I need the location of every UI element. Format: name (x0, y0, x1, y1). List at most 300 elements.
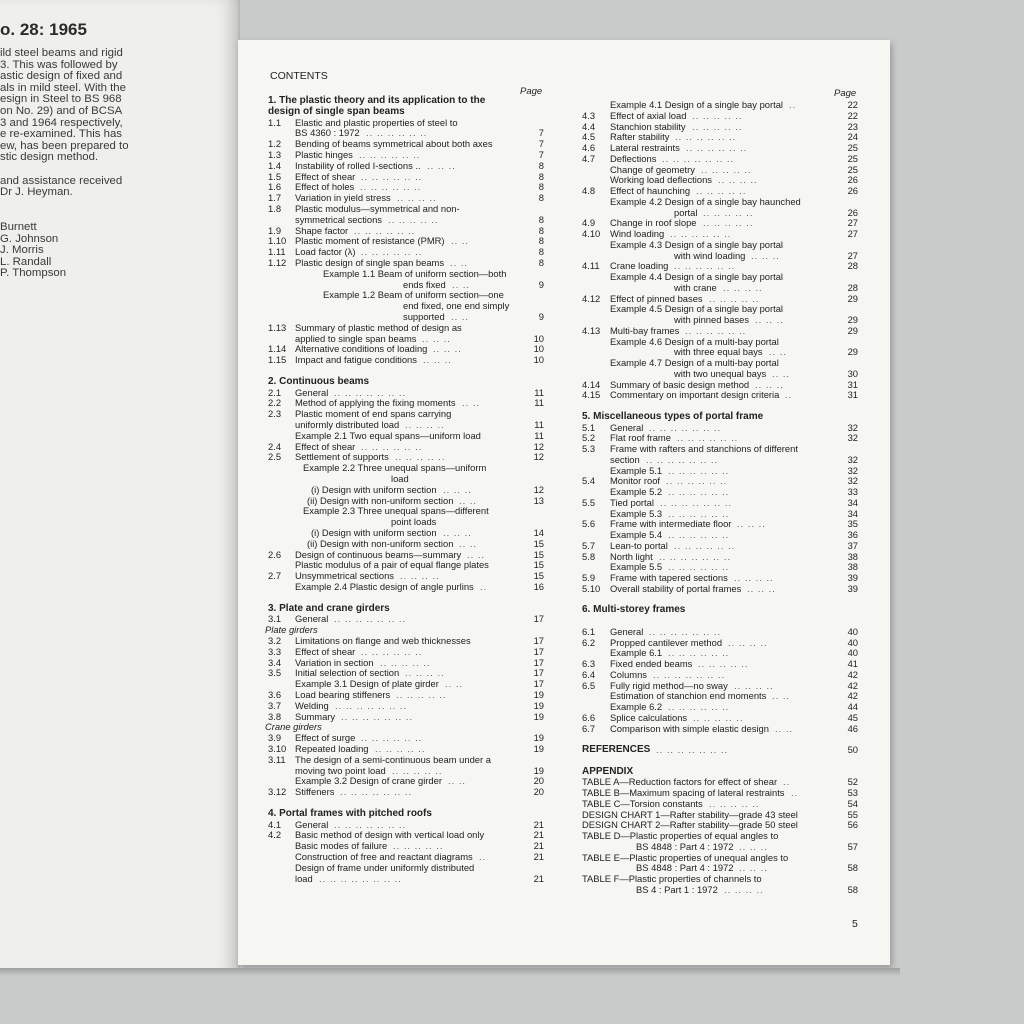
toc-leader-dots: .. .. .. .. .. (692, 121, 743, 132)
toc-entry-title: Welding (295, 699, 329, 711)
toc-entry-title: Effect of shear (295, 440, 356, 452)
toc-entry-number: 2.6 (268, 548, 282, 560)
toc-entry-number: 1.11 (268, 246, 286, 258)
toc-page-number: 22 (847, 99, 858, 110)
toc-page-number: 30 (847, 367, 858, 379)
toc-leader-dots: .. .. .. .. .. .. (685, 325, 747, 336)
toc-page-number: 27 (847, 228, 858, 239)
toc-page-number: 7 (538, 138, 544, 150)
toc-section-title: 2. Continuous beams (268, 375, 370, 387)
toc-leader-dots: .. .. .. .. (397, 193, 437, 204)
toc-leader-dots: .. .. (775, 723, 794, 734)
toc-entry-title: Effect of haunching (610, 185, 691, 196)
left-page-line: esign in Steel to BS 968 (0, 93, 122, 106)
toc-page-number: 11 (534, 386, 544, 398)
toc-entry-title: Example 4.4 Design of a single bay portal (610, 271, 784, 282)
toc-page-number: 8 (538, 192, 544, 204)
toc-leader-dots: .. .. .. .. .. .. .. (649, 626, 722, 637)
toc-page-number: 17 (533, 667, 544, 679)
toc-leader-dots: .. .. (769, 347, 788, 358)
toc-section-title: 3. Plate and crane girders (268, 602, 390, 614)
toc-leader-dots: .. .. .. .. .. (396, 690, 447, 700)
toc-leader-dots: .. .. .. (433, 344, 462, 355)
toc-entry-number: 3.12 (268, 786, 287, 798)
toc-entry-title: Example 4.7 Design of a multi-bay portal (610, 357, 779, 368)
toc-entry-title: Load factor (λ) (295, 246, 356, 258)
toc-page-number: 28 (847, 281, 858, 293)
toc-entry-number: 6.7 (582, 722, 596, 734)
toc-leader-dots: .. .. .. (427, 160, 456, 171)
toc-section-title: 6. Multi-storey frames (582, 604, 686, 616)
toc-entry-title: Propped cantilever method (610, 636, 723, 648)
toc-page-number: 56 (847, 819, 858, 831)
toc-entry-title: Plastic moment of end spans carrying (295, 408, 452, 420)
toc-entry-number: 6.4 (582, 668, 596, 680)
toc-entry-title: Monitor roof (610, 475, 661, 487)
toc-leader-dots: .. .. .. .. .. .. .. (334, 819, 407, 830)
toc-entry-title: Example 3.2 Design of crane girder (295, 775, 442, 787)
toc-leader-dots: .. .. .. .. (400, 571, 440, 582)
toc-entry-title: Example 6.2 (610, 701, 663, 712)
toc-leader-dots: .. .. .. .. .. .. (360, 182, 422, 193)
toc-entry-title: Variation in yield stress (295, 192, 391, 204)
toc-entry-title: Impact and fatigue conditions (295, 354, 417, 366)
toc-leader-dots: .. .. .. .. .. .. (361, 247, 423, 258)
toc-page-number: 8 (538, 246, 544, 258)
toc-leader-dots: .. .. .. .. .. .. (361, 733, 423, 744)
toc-entry-title: applied to single span beams (295, 332, 417, 344)
toc-leader-dots: .. .. .. (443, 484, 472, 495)
toc-leader-dots: .. .. .. .. .. .. .. (649, 422, 722, 433)
toc-entry-title: Summary of basic design method (610, 378, 750, 390)
left-page-line: 3 and 1964 respectively, (0, 116, 123, 129)
toc-page-number: 42 (847, 679, 858, 691)
toc-leader-dots: .. .. .. .. .. .. .. (334, 387, 407, 398)
toc-entry-number: 5.5 (582, 496, 596, 508)
toc-leader-dots: .. .. (452, 279, 471, 290)
toc-page-number: 19 (533, 764, 544, 776)
toc-leader-dots: .. .. .. .. .. (709, 798, 760, 809)
toc-leader-dots: .. .. .. .. .. (698, 659, 749, 669)
toc-page-number: 29 (847, 346, 858, 358)
toc-entry-title: Example 1.1 Beam of uniform section—both (323, 267, 507, 279)
toc-entry-title: (i) Design with uniform section (311, 483, 437, 495)
toc-entry-title: Example 3.1 Design of plate girder (295, 678, 439, 690)
toc-entry-title: Summary of plastic method of design as (295, 321, 462, 333)
toc-entry-number: 2.1 (268, 386, 282, 398)
toc-page-number: 32 (847, 453, 858, 465)
toc-entry-title: section (610, 453, 640, 465)
toc-entry-title: Basic modes of failure (295, 840, 388, 852)
toc-page-number: 41 (847, 658, 858, 669)
toc-entry-title: Example 4.1 Design of a single bay portal (610, 99, 784, 110)
toc-entry-number: 5.6 (582, 518, 596, 530)
left-page-line: L. Randall (0, 255, 52, 268)
toc-page-number: 32 (847, 421, 858, 433)
toc-entry-title: Overall stability of portal frames (610, 582, 742, 594)
toc-section-title: 4. Portal frames with pitched roofs (268, 807, 432, 819)
toc-entry-number: 3.4 (268, 656, 282, 668)
toc-entry-number: 3.8 (268, 710, 282, 722)
toc-page-number: 19 (533, 699, 544, 711)
toc-entry-title: (ii) Design with non-uniform section (307, 494, 454, 506)
toc-leader-dots: .. .. .. .. .. (388, 214, 439, 225)
toc-entry-title: uniformly distributed load (295, 419, 400, 430)
toc-page-number: 50 (847, 744, 858, 755)
toc-entry-title: Effect of holes (295, 181, 355, 193)
toc-entry-title: with three equal bays (674, 346, 763, 358)
toc-entry-title: Shape factor (295, 224, 349, 236)
toc-entry-title: Example 2.3 Three unequal spans—different (303, 505, 489, 517)
toc-entry-title: (ii) Design with non-uniform section (307, 537, 454, 549)
toc-page-number: 8 (538, 170, 544, 182)
toc-entry-title: TABLE F—Plastic properties of channels to (582, 873, 762, 884)
toc-entry-title: Frame with rafters and stanchions of different (610, 443, 798, 454)
toc-page-number: 57 (847, 840, 858, 852)
toc-entry-title: General (295, 818, 329, 830)
toc-entry-title: Construction of free and reactant diagrams (295, 851, 473, 862)
toc-entry-title: Bending of beams symmetrical about both axes (295, 138, 493, 150)
toc-entry-title: Design of continuous beams—summary (295, 548, 462, 560)
toc-page-number: 39 (847, 572, 858, 583)
toc-page-number: 7 (538, 149, 544, 160)
toc-entry-title: Instability of rolled I-sections .. (295, 159, 421, 171)
toc-page-number: 29 (847, 292, 858, 304)
left-page-line: e re-examined. This has (0, 128, 122, 141)
toc-page-number: 24 (847, 131, 858, 143)
toc-entry-title: point loads (391, 516, 437, 528)
toc-entry-title: Plastic hinges (295, 149, 353, 160)
toc-leader-dots: .. .. .. .. .. .. .. (335, 700, 408, 711)
toc-leader-dots: .. .. .. .. (405, 420, 445, 430)
toc-page-number: 44 (847, 701, 858, 712)
toc-page-number: 11 (534, 429, 544, 441)
toc-entry-title: Estimation of stanchion end moments (610, 690, 767, 702)
toc-leader-dots: .. .. .. .. .. (693, 712, 744, 723)
toc-entry-number: 2.2 (268, 397, 282, 409)
toc-entry-title: TABLE E—Plastic properties of unequal angles to (582, 851, 789, 863)
toc-entry-number: 2.5 (268, 451, 282, 463)
left-page-line: Dr J. Heyman. (0, 186, 73, 199)
toc-entry-title: Flat roof frame (610, 432, 671, 444)
toc-entry-title: Fully rigid method—no sway (610, 679, 728, 691)
toc-entry-title: Lateral restraints (610, 142, 680, 153)
toc-entry-number: 5.2 (582, 432, 596, 444)
toc-leader-dots: .. .. .. .. .. .. (354, 225, 416, 236)
toc-entry-title: symmetrical sections (295, 213, 382, 225)
toc-page-number: 12 (533, 483, 544, 495)
toc-leader-dots: .. (791, 788, 799, 798)
left-page-line: and assistance received (0, 174, 123, 187)
toc-page-number: 54 (847, 797, 858, 809)
toc-page-number: 14 (533, 527, 544, 538)
toc-leader-dots: .. .. .. .. .. .. .. (653, 669, 726, 680)
toc-entry-number: 2.3 (268, 408, 282, 420)
toc-entry-number: 6.1 (582, 625, 596, 637)
toc-page-number: 20 (533, 786, 544, 798)
toc-leader-dots: .. .. .. (755, 315, 784, 325)
toc-entry-title: TABLE A—Reduction factors for effect of shear (582, 776, 778, 788)
toc-page-number: 23 (847, 120, 858, 132)
toc-entry-title: TABLE D—Plastic properties of equal angles to (582, 830, 779, 841)
toc-page-number: 17 (533, 613, 544, 625)
toc-page-number: 46 (847, 722, 858, 734)
toc-leader-dots: .. .. .. .. .. .. (361, 171, 423, 182)
toc-leader-dots: .. .. .. .. .. .. (668, 530, 730, 540)
toc-entry-title: BS 4848 : Part 4 : 1972 (636, 862, 734, 874)
toc-entry-title: Change in roof slope (610, 217, 697, 229)
toc-page-number: 40 (847, 647, 858, 659)
toc-leader-dots: .. .. (450, 258, 469, 268)
toc-page-number: 39 (847, 582, 858, 594)
toc-page-number: 31 (847, 389, 858, 401)
contents-heading: CONTENTS (270, 70, 328, 82)
toc-leader-dots: .. .. (467, 549, 486, 560)
toc-leader-dots: .. .. .. .. .. .. (666, 476, 728, 487)
toc-page-number: 13 (533, 494, 544, 506)
toc-leader-dots: .. .. .. .. .. (380, 657, 431, 668)
left-page-line: on No. 29) and of BCSA (0, 105, 123, 117)
toc-entry-title: Initial selection of section (295, 667, 400, 679)
toc-leader-dots: .. .. .. (423, 355, 452, 366)
toc-leader-dots: .. .. (459, 538, 478, 549)
toc-entry-title: Working load deflections (610, 174, 712, 186)
toc-entry-title: Crane girders (265, 721, 322, 733)
toc-page-number: 33 (847, 486, 858, 497)
toc-page-number: 8 (538, 159, 544, 171)
toc-entry-title: General (610, 625, 644, 637)
toc-page-number: 9 (538, 311, 544, 322)
toc-entry-number: 1.1 (268, 116, 282, 128)
toc-page-number: 21 (533, 851, 544, 862)
toc-entry-number: 3.1 (268, 613, 282, 625)
toc-entry-title: General (610, 421, 644, 433)
toc-entry-number: 1.8 (268, 203, 282, 214)
toc-leader-dots: .. .. .. .. .. .. .. (656, 745, 729, 755)
toc-entry-number: 1.5 (268, 170, 282, 182)
toc-leader-dots: .. (785, 390, 793, 401)
toc-entry-title: Frame with tapered sections (610, 572, 728, 583)
toc-leader-dots: .. .. .. (443, 528, 472, 538)
toc-leader-dots: .. .. (451, 236, 470, 247)
toc-page-number: 25 (847, 152, 858, 164)
toc-page-number: 15 (533, 559, 544, 571)
toc-leader-dots: .. .. .. .. .. .. (361, 646, 423, 657)
toc-page-number: 38 (847, 561, 858, 573)
toc-leader-dots: .. .. .. .. .. .. (677, 433, 739, 444)
toc-entry-number: 1.12 (268, 257, 287, 268)
toc-entry-title: BS 4848 : Part 4 : 1972 (636, 840, 734, 852)
toc-page-number: 21 (533, 840, 544, 852)
toc-leader-dots: .. .. .. .. .. .. (668, 465, 730, 476)
toc-entry-title: North light (610, 550, 653, 562)
toc-leader-dots: .. .. .. .. .. .. .. (660, 497, 733, 508)
toc-page-number: 21 (533, 818, 544, 830)
toc-leader-dots: .. .. .. .. .. .. (675, 132, 737, 143)
toc-entry-number: 3.11 (268, 753, 286, 765)
toc-entry-title: Example 5.3 (610, 507, 663, 519)
toc-page-number: 27 (847, 249, 858, 261)
toc-leader-dots: .. .. .. .. .. .. (668, 648, 730, 659)
toc-entry-number: 5.1 (582, 421, 596, 433)
toc-entry-number: 4.4 (582, 120, 596, 132)
toc-entry-title: BS 4360 : 1972 (295, 127, 360, 139)
toc-entry-number: 1.10 (268, 235, 287, 247)
toc-leader-dots: .. .. (462, 398, 481, 409)
toc-leader-dots: .. .. .. .. (734, 680, 774, 691)
toc-entry-title: Stiffeners (295, 786, 335, 798)
toc-entry-number: 3.5 (268, 667, 282, 679)
toc-entry-title: The design of a semi-continuous beam under a (295, 753, 491, 765)
toc-entry-number: 4.12 (582, 292, 601, 304)
toc-entry-title: Plastic modulus—symmetrical and non- (295, 203, 460, 214)
toc-entry-title: Plastic modulus of a pair of equal flange plates (295, 559, 489, 571)
toc-page-number: 11 (534, 419, 544, 430)
toc-leader-dots: .. .. .. .. .. .. (668, 487, 730, 497)
toc-leader-dots: .. .. .. .. .. .. (359, 150, 421, 160)
toc-entry-number: 4.2 (268, 829, 282, 841)
toc-entry-title: Lean-to portal (610, 539, 668, 551)
toc-entry-title: Example 5.1 (610, 464, 663, 476)
toc-page-number: 19 (533, 689, 544, 700)
toc-entry-number: 6.2 (582, 636, 596, 648)
toc-page-number: 22 (847, 109, 858, 121)
toc-entry-number: 1.2 (268, 138, 282, 150)
toc-entry-title: Splice calculations (610, 711, 688, 723)
toc-leader-dots: .. .. .. (739, 863, 768, 874)
toc-entry-title: Tied portal (610, 496, 654, 508)
toc-entry-title: with wind loading (674, 249, 746, 261)
toc-page-number: 53 (847, 787, 858, 798)
toc-entry-title: Example 4.5 Design of a single bay portal (610, 303, 784, 315)
toc-entry-number: 6.3 (582, 658, 596, 669)
toc-page-number: 34 (847, 496, 858, 508)
toc-entry-title: Example 2.1 Two equal spans—uniform load (295, 429, 481, 441)
toc-leader-dots: .. .. .. .. .. (375, 744, 426, 754)
toc-entry-title: Example 4.6 Design of a multi-bay portal (610, 335, 779, 347)
toc-entry-title: Plate girders (265, 624, 318, 636)
toc-entry-number: 3.7 (268, 699, 282, 711)
toc-leader-dots: .. (480, 582, 488, 592)
toc-entry-number: 4.1 (268, 818, 282, 830)
left-page (0, 0, 240, 975)
toc-entry-title: Plastic moment of resistance (PMR) (295, 235, 445, 247)
toc-entry-title: Example 6.1 (610, 647, 663, 659)
toc-leader-dots: .. (783, 777, 791, 788)
toc-leader-dots: .. .. .. .. .. (701, 164, 752, 175)
toc-entry-title: Deflections (610, 152, 657, 164)
toc-leader-dots: .. .. .. .. .. .. (361, 441, 423, 452)
toc-leader-dots: .. .. (459, 495, 478, 506)
toc-entry-number: 3.3 (268, 645, 282, 657)
toc-entry-title: Repeated loading (295, 743, 369, 754)
toc-page-number: 8 (538, 224, 544, 236)
toc-page-number: 55 (847, 808, 858, 820)
toc-page-number: 34 (847, 507, 858, 519)
toc-page-number: 26 (847, 206, 858, 218)
toc-page-number: 38 (847, 550, 858, 562)
toc-section-title: REFERENCES (582, 744, 651, 755)
toc-leader-dots: .. (479, 852, 487, 862)
toc-entry-number: 1.15 (268, 354, 287, 366)
toc-entry-number: 4.7 (582, 152, 596, 164)
toc-page-number: 26 (847, 185, 858, 196)
toc-leader-dots: .. .. .. .. (724, 884, 764, 895)
toc-leader-dots: .. .. (772, 368, 791, 379)
toc-leader-dots: .. .. .. (747, 583, 776, 594)
toc-leader-dots: .. .. .. .. .. (395, 452, 446, 463)
toc-entry-title: Load bearing stiffeners (295, 689, 391, 700)
toc-entry-title: moving two point load (295, 764, 386, 776)
toc-entry-title: Example 2.4 Plastic design of angle purlins (295, 581, 474, 592)
toc-entry-number: 5.9 (582, 572, 596, 583)
toc-section-title: 1. The plastic theory and its application to the (268, 95, 486, 106)
left-page-line: P. Thompson (0, 267, 67, 280)
toc-entry-number: 1.13 (268, 321, 287, 333)
toc-page-number: 25 (847, 142, 858, 153)
toc-entry-number: 2.7 (268, 570, 282, 582)
left-page-line: 3. This was followed by (0, 58, 118, 71)
toc-page-number: 40 (847, 636, 858, 648)
toc-leader-dots: .. .. .. .. (734, 573, 774, 583)
toc-page-number: 19 (533, 743, 544, 754)
toc-entry-title: load (391, 473, 409, 484)
toc-entry-title: Example 1.2 Beam of uniform section—one (323, 289, 504, 301)
toc-section-title: 5. Miscellaneous types of portal frame (582, 410, 764, 422)
toc-page-number: 36 (847, 529, 858, 540)
toc-leader-dots: .. .. .. .. .. (392, 765, 443, 776)
toc-leader-dots: .. .. .. .. .. (703, 207, 754, 218)
page-column-label-right: Page (834, 88, 857, 99)
toc-entry-title: Example 4.3 Design of a single bay portal (610, 238, 784, 250)
toc-entry-title: Method of applying the fixing moments (295, 397, 456, 409)
toc-entry-number: 4.6 (582, 142, 596, 153)
toc-page-number: 21 (533, 829, 544, 841)
toc-page-number: 15 (533, 537, 544, 549)
toc-leader-dots: .. .. .. (751, 250, 780, 261)
toc-entry-title: supported (403, 311, 445, 322)
toc-leader-dots: .. .. .. .. (405, 668, 445, 679)
toc-page-number: 9 (538, 278, 544, 290)
toc-leader-dots: .. .. .. .. .. .. (668, 508, 730, 519)
toc-entry-title: with crane (674, 281, 717, 293)
toc-entry-title: Fixed ended beams (610, 658, 693, 669)
toc-leader-dots: .. .. .. .. (723, 282, 763, 293)
toc-entry-number: 4.10 (582, 228, 601, 239)
toc-entry-title: Effect of axial load (610, 109, 687, 121)
toc-page-number: 52 (847, 776, 858, 788)
toc-entry-title: end fixed, one end simply (403, 300, 510, 312)
toc-entry-number: 4.8 (582, 185, 596, 196)
left-page-line: Burnett (0, 221, 37, 233)
toc-entry-number: 4.3 (582, 109, 596, 121)
toc-entry-number: 5.10 (582, 582, 601, 594)
page-number: 5 (852, 918, 858, 930)
toc-page-number: 29 (847, 314, 858, 325)
toc-entry-title: Frame with intermediate floor (610, 518, 732, 530)
toc-leader-dots: .. .. .. .. .. .. (668, 702, 730, 712)
toc-entry-number: 1.4 (268, 159, 282, 171)
toc-entry-title: Example 2.2 Three unequal spans—uniform (303, 462, 487, 474)
toc-entry-title: DESIGN CHART 1—Rafter stability—grade 43 steel (582, 808, 798, 820)
toc-page-number: 29 (847, 324, 858, 336)
toc-leader-dots: .. .. .. .. .. .. (686, 143, 748, 153)
toc-entry-number: 3.6 (268, 689, 282, 700)
left-page-line: stic design method. (0, 151, 99, 164)
toc-page-number: 26 (847, 174, 858, 186)
toc-entry-number: 1.9 (268, 224, 282, 236)
left-page-line: als in mild steel. With the (0, 81, 126, 94)
